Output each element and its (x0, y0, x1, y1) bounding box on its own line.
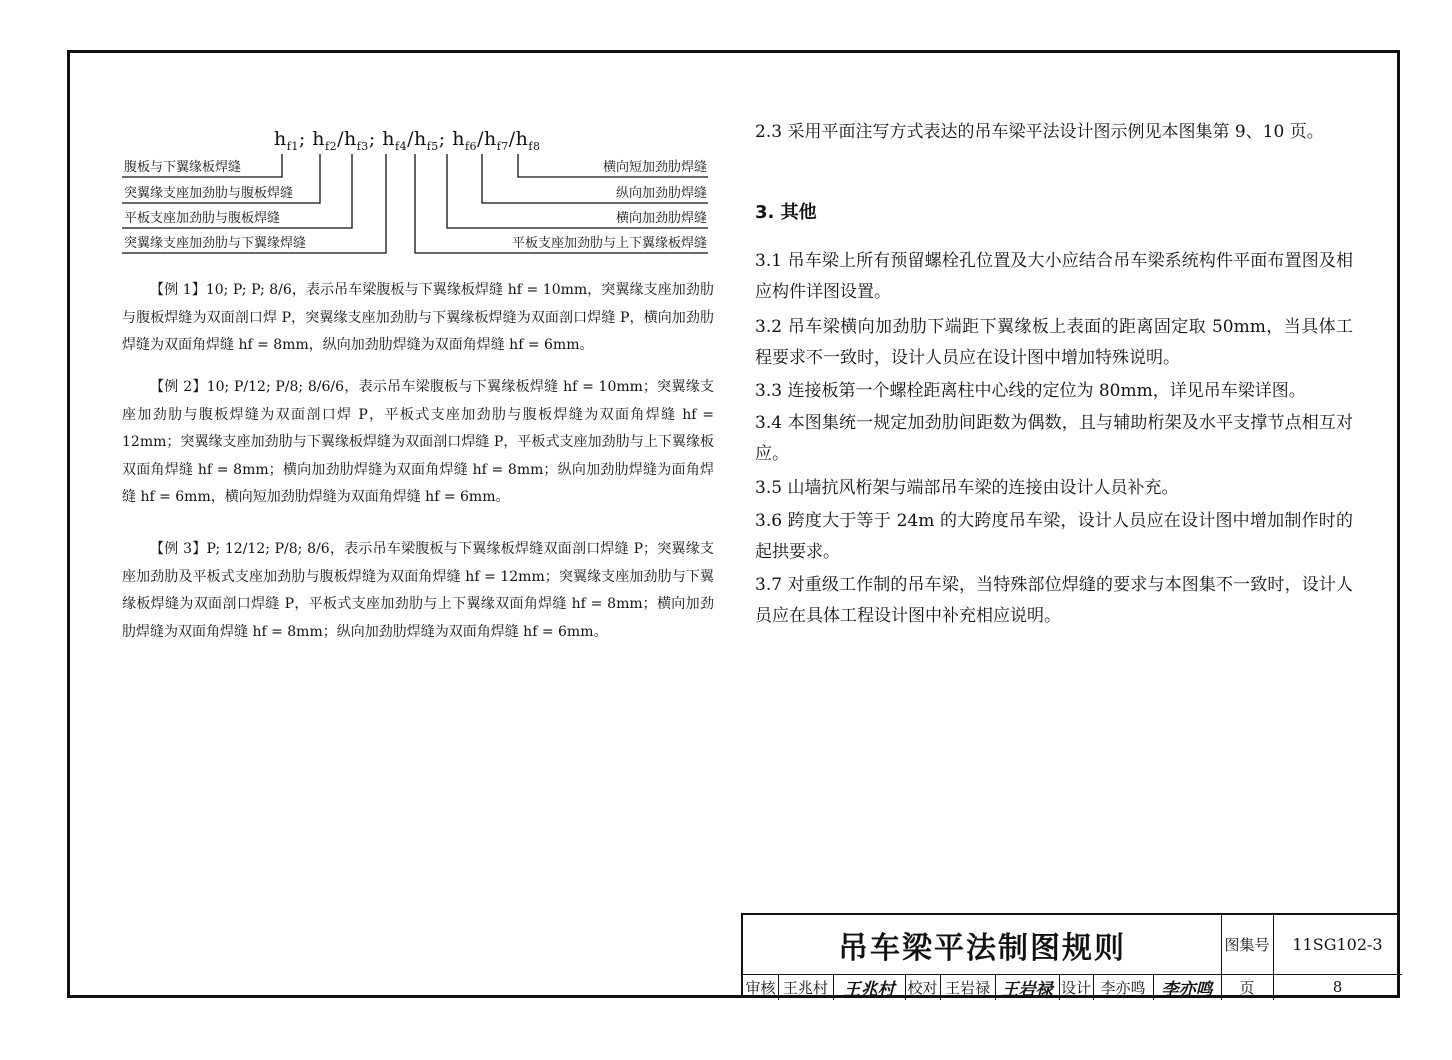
clause-3-1: 3.1 吊车梁上所有预留螺栓孔位置及大小应结合吊车梁系统构件平面布置图及相应构件详图设置。 (755, 251, 1353, 302)
example-1: 【例 1】10; P; P; 8/6，表示吊车梁腹板与下翼缘板焊缝 hf = 10mm，突翼缘支座加劲肋与腹板焊缝为双面剖口焊 P，突翼缘支座加劲肋与下翼缘板焊缝为双面剖口焊缝 P，横向加劲肋焊缝为双面角焊缝 hf = 8mm，纵向加劲肋焊缝为双面角焊缝 hf = 6mm。 (122, 282, 714, 353)
page-label: 页 (1239, 978, 1255, 997)
clause-3-2: 3.2 吊车梁横向加劲肋下端距下翼缘板上表面的距离固定取 50mm，当具体工程要求不一致时，设计人员应在设计图中增加特殊说明。 (755, 317, 1353, 368)
label-plate-stiffener-flanges: 平板支座加劲肋与上下翼缘板焊缝 (511, 236, 707, 251)
atlas-number: 11SG102-3 (1292, 935, 1383, 954)
checker-signature: 王岩禄 (1001, 979, 1053, 1000)
clause-3-6: 3.6 跨度大于等于 24m 的大跨度吊车梁，设计人员应在设计图中增加制作时的起拱要求。 (755, 511, 1353, 562)
designer-name: 李亦鸣 (1100, 978, 1146, 997)
weld-notation: $h_{f1}$; $h_{f2}/h_{f3}$; $h_{f4}/h_{f5}$; $h_{f6}/h_{f7}/h_{f8}$ (274, 128, 541, 153)
atlas-label: 图集号 (1224, 936, 1270, 954)
section-heading-other: 3. 其他 (755, 202, 817, 223)
label-plate-stiffener-web: 平板支座加劲肋与腹板焊缝 (124, 211, 281, 226)
reviewer-signature: 王兆村 (843, 979, 895, 1000)
clause-3-3: 3.3 连接板第一个螺栓距离柱中心线的定位为 80mm，详见吊车梁详图。 (755, 381, 1306, 401)
example-2: 【例 2】10; P/12; P/8; 8/6/6，表示吊车梁腹板与下翼缘板焊缝 hf = 10mm；突翼缘支座加劲肋与腹板焊缝为双面剖口焊 P，平板式支座加劲肋与腹板焊缝为双面角焊缝 hf = 12mm；突翼缘支座加劲肋与下翼缘板焊缝为双面剖口焊缝 P，平板式支座加劲肋与上下翼缘板双面角焊缝 hf = 8mm；横向加劲肋焊缝为双面角焊缝 hf = 8mm；纵向加劲肋焊缝为面角焊缝 hf = 6mm，横向短加劲肋焊缝为双面角焊缝 hf = 6mm。 (122, 379, 714, 505)
review-label: 审核 (745, 978, 776, 997)
label-transverse: 横向加劲肋焊缝 (615, 211, 707, 226)
label-flange-stiffener-lower: 突翼缘支座加劲肋与下翼缘焊缝 (124, 236, 307, 251)
clause-2-3: 2.3 采用平面注写方式表达的吊车梁平法设计图示例见本图集第 9、10 页。 (755, 122, 1324, 142)
label-longitudinal: 纵向加劲肋焊缝 (615, 186, 707, 201)
example-3: 【例 3】P; 12/12; P/8; 8/6，表示吊车梁腹板与下翼缘板焊缝双面剖口焊缝 P；突翼缘支座加劲肋及平板式支座加劲肋与腹板焊缝为双面角焊缝 hf = 12mm；突翼缘支座加劲肋与下翼缘板焊缝为双面剖口焊缝 P，平板式支座加劲肋与上下翼缘双面角焊缝 hf = 8mm；横向加劲肋焊缝为双面角焊缝 hf = 8mm；纵向加劲肋焊缝为双面角焊缝 hf = 6mm。 (122, 541, 714, 640)
label-web-lower-flange: 腹板与下翼缘板焊缝 (124, 160, 242, 175)
title-block (741, 913, 1400, 998)
designer-signature: 李亦鸣 (1161, 979, 1213, 1000)
label-flange-stiffener-web: 突翼缘支座加劲肋与腹板焊缝 (124, 186, 294, 201)
design-label: 设计 (1060, 978, 1091, 997)
check-label: 校对 (907, 978, 938, 997)
clause-3-7: 3.7 对重级工作制的吊车梁，当特殊部位焊缝的要求与本图集不一致时，设计人员应在具体工程设计图中补充相应说明。 (755, 575, 1353, 626)
label-short-transverse: 横向短加劲肋焊缝 (602, 160, 707, 175)
drawing-title: 吊车梁平法制图规则 (838, 930, 1126, 966)
reviewer-name: 王兆村 (782, 978, 828, 997)
clause-3-5: 3.5 山墙抗风桁架与端部吊车梁的连接由设计人员补充。 (755, 478, 1179, 498)
checker-name: 王岩禄 (944, 978, 990, 997)
page-number: 8 (1332, 978, 1343, 996)
clause-3-4: 3.4 本图集统一规定加劲肋间距数为偶数，且与辅助桁架及水平支撑节点相互对应。 (755, 413, 1353, 464)
